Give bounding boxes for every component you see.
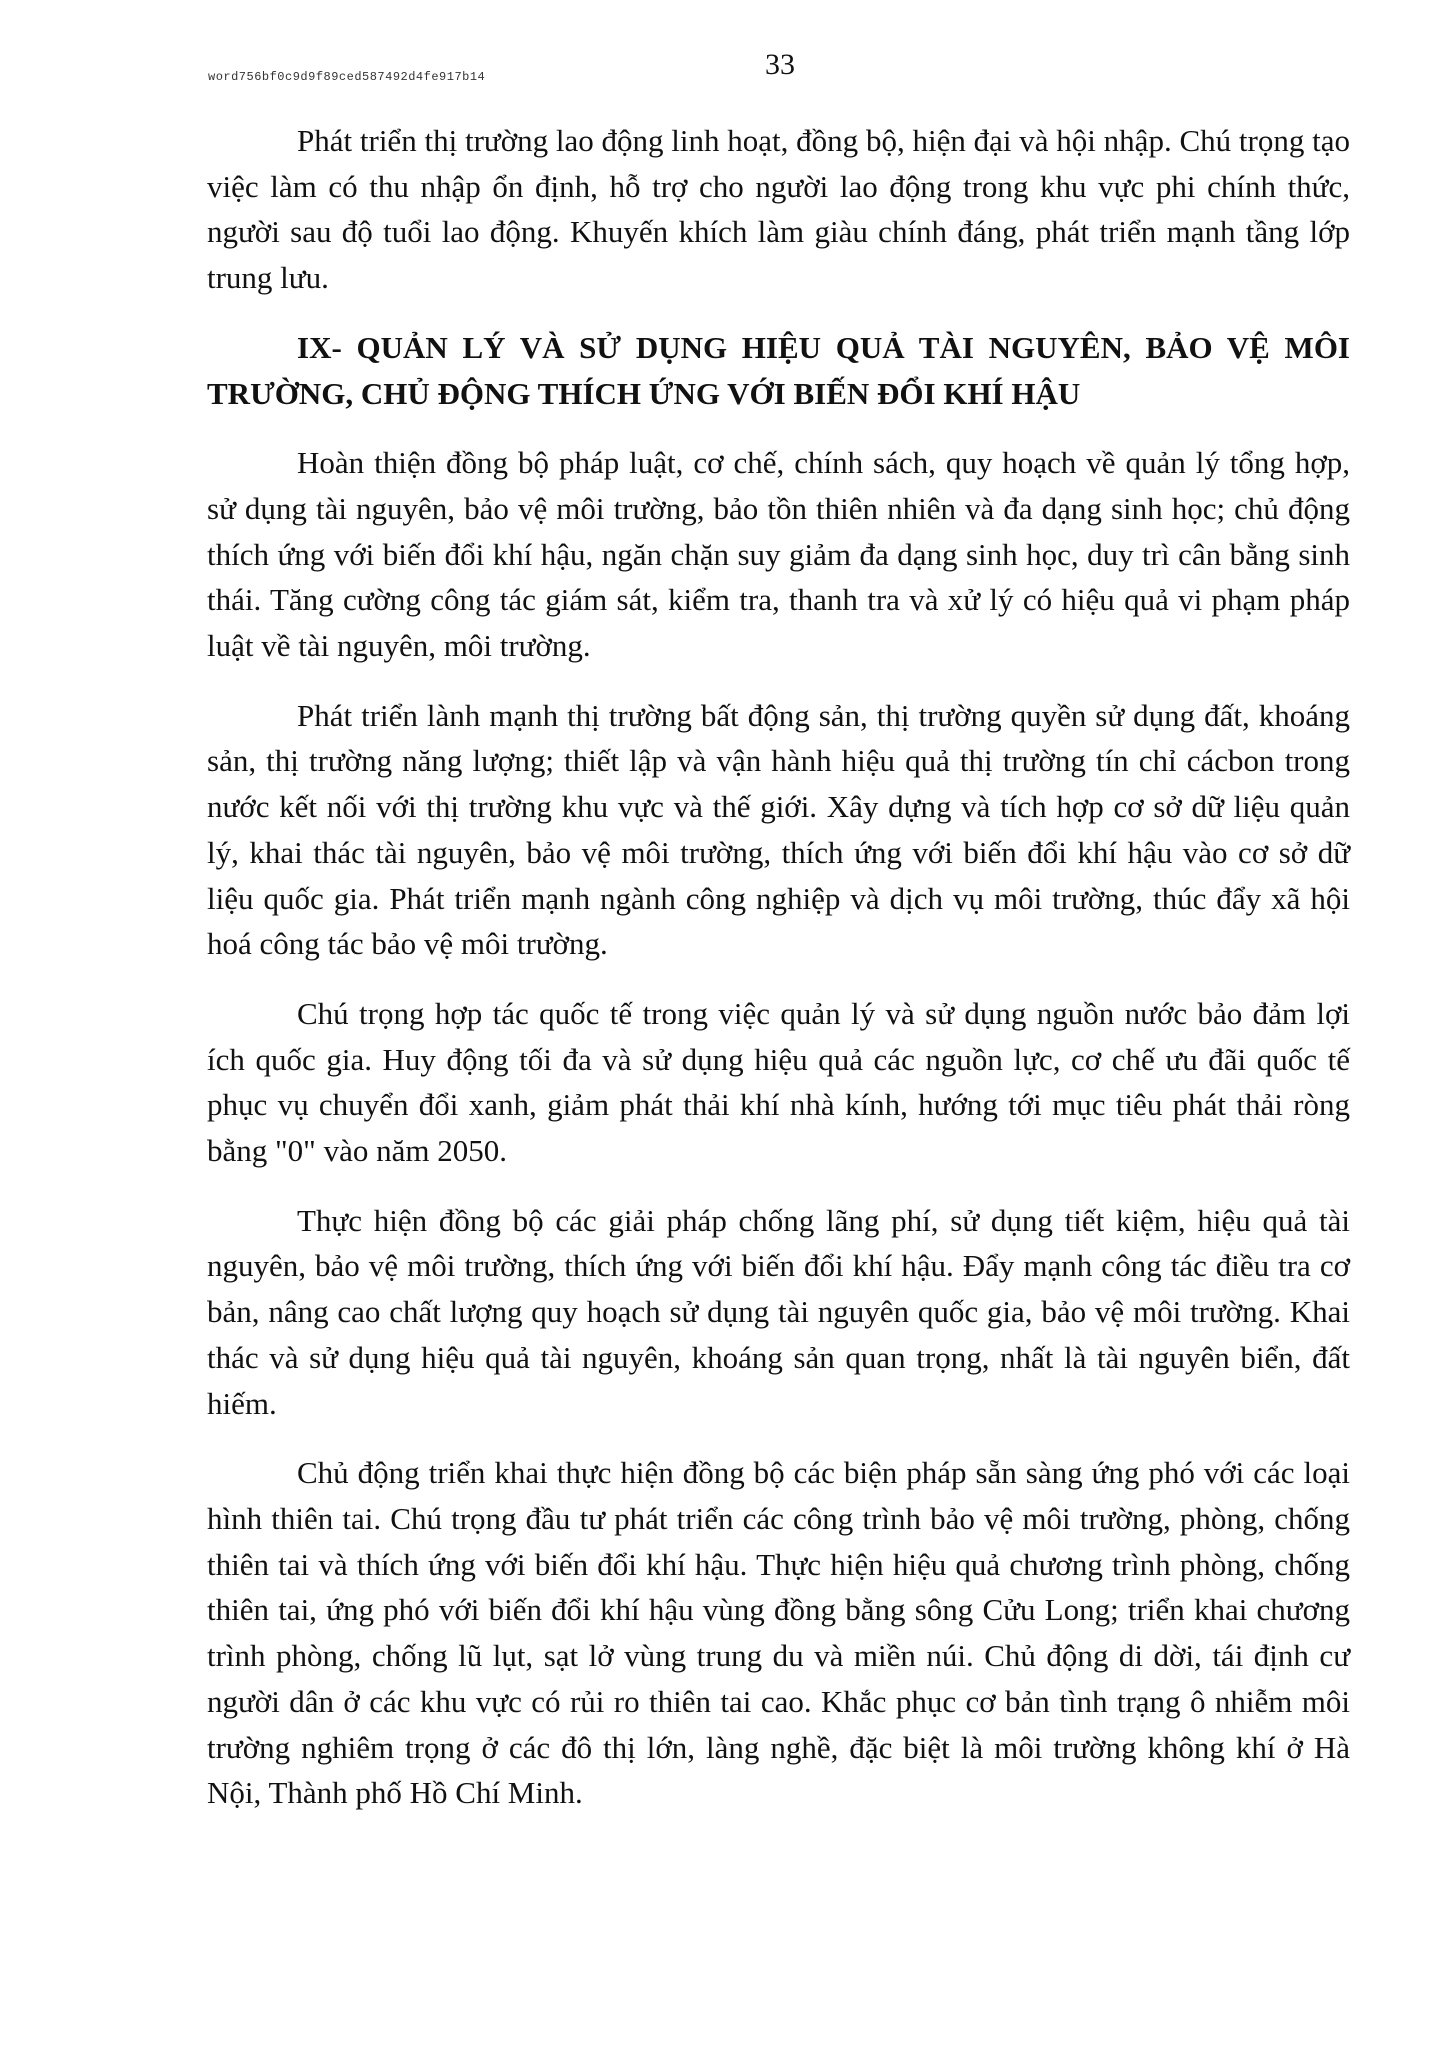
section-heading: IX- QUẢN LÝ VÀ SỬ DỤNG HIỆU QUẢ TÀI NGUYÊN, BẢO VỆ MÔI TRƯỜNG, CHỦ ĐỘNG THÍCH ỨNG VỚI BIẾN ĐỔI KHÍ HẬU [207,329,1350,411]
body-paragraph-5: Chủ động triển khai thực hiện đồng bộ các biện pháp sẵn sàng ứng phó với các loại hình thiên tai. Chú trọng đầu tư phát triển các công trình bảo vệ môi trường, phòng, chống thiên tai và thích ứng với biến đổi khí hậu. Thực hiện hiệu quả chương trình phòng, chống thiên tai, ứng phó với biến đổi khí hậu vùng đồng bằng sông Cửu Long; triển khai chương trình phòng, chống lũ lụt, sạt lở vùng trung du và miền núi. Chủ động di dời, tái định cư người dân ở các khu vực có rủi ro thiên tai cao. Khắc phục cơ bản tình trạng ô nhiễm môi trường nghiêm trọng ở các đô thị lớn, làng nghề, đặc biệt là môi trường không khí ở Hà Nội, Thành phố Hồ Chí Minh. [207,1455,1350,1811]
body-paragraph-4: Thực hiện đồng bộ các giải pháp chống lãng phí, sử dụng tiết kiệm, hiệu quả tài nguyên, bảo vệ môi trường, thích ứng với biến đổi khí hậu. Đẩy mạnh công tác điều tra cơ bản, nâng cao chất lượng quy hoạch sử dụng tài nguyên quốc gia, bảo vệ môi trường. Khai thác và sử dụng hiệu quả tài nguyên, khoáng sản quan trọng, nhất là tài nguyên biển, đất hiếm. [207,1202,1350,1421]
page-number: 33 [765,48,795,81]
body-paragraph-1: Hoàn thiện đồng bộ pháp luật, cơ chế, chính sách, quy hoạch về quản lý tổng hợp, sử dụng tài nguyên, bảo vệ môi trường, bảo tồn thiên nhiên và đa dạng sinh học; chủ động thích ứng với biến đổi khí hậu, ngăn chặn suy giảm đa dạng sinh học, duy trì cân bằng sinh thái. Tăng cường công tác giám sát, kiểm tra, thanh tra và xử lý có hiệu quả vi phạm pháp luật về tài nguyên, môi trường. [207,445,1350,664]
intro-paragraph: Phát triển thị trường lao động linh hoạt, đồng bộ, hiện đại và hội nhập. Chú trọng tạo việc làm có thu nhập ổn định, hỗ trợ cho người lao động trong khu vực phi chính thức, người sau độ tuổi lao động. Khuyến khích làm giàu chính đáng, phát triển mạnh tầng lớp trung lưu. [207,123,1350,296]
page-body [207,118,1350,1840]
body-paragraph-3: Chú trọng hợp tác quốc tế trong việc quản lý và sử dụng nguồn nước bảo đảm lợi ích quốc gia. Huy động tối đa và sử dụng hiệu quả các nguồn lực, cơ chế ưu đãi quốc tế phục vụ chuyển đổi xanh, giảm phát thải khí nhà kính, hướng tới mục tiêu phát thải ròng bằng "0" vào năm 2050. [207,995,1350,1169]
body-paragraph-2: Phát triển lành mạnh thị trường bất động sản, thị trường quyền sử dụng đất, khoáng sản, thị trường năng lượng; thiết lập và vận hành hiệu quả thị trường tín chỉ cácbon trong nước kết nối với thị trường khu vực và thế giới. Xây dựng và tích hợp cơ sở dữ liệu quản lý, khai thác tài nguyên, bảo vệ môi trường, thích ứng với biến đổi khí hậu vào cơ sở dữ liệu quốc gia. Phát triển mạnh ngành công nghiệp và dịch vụ môi trường, thúc đẩy xã hội hoá công tác bảo vệ môi trường. [207,697,1350,962]
document-id: word756bf0c9d9f89ced587492d4fe917b14 [208,70,486,84]
